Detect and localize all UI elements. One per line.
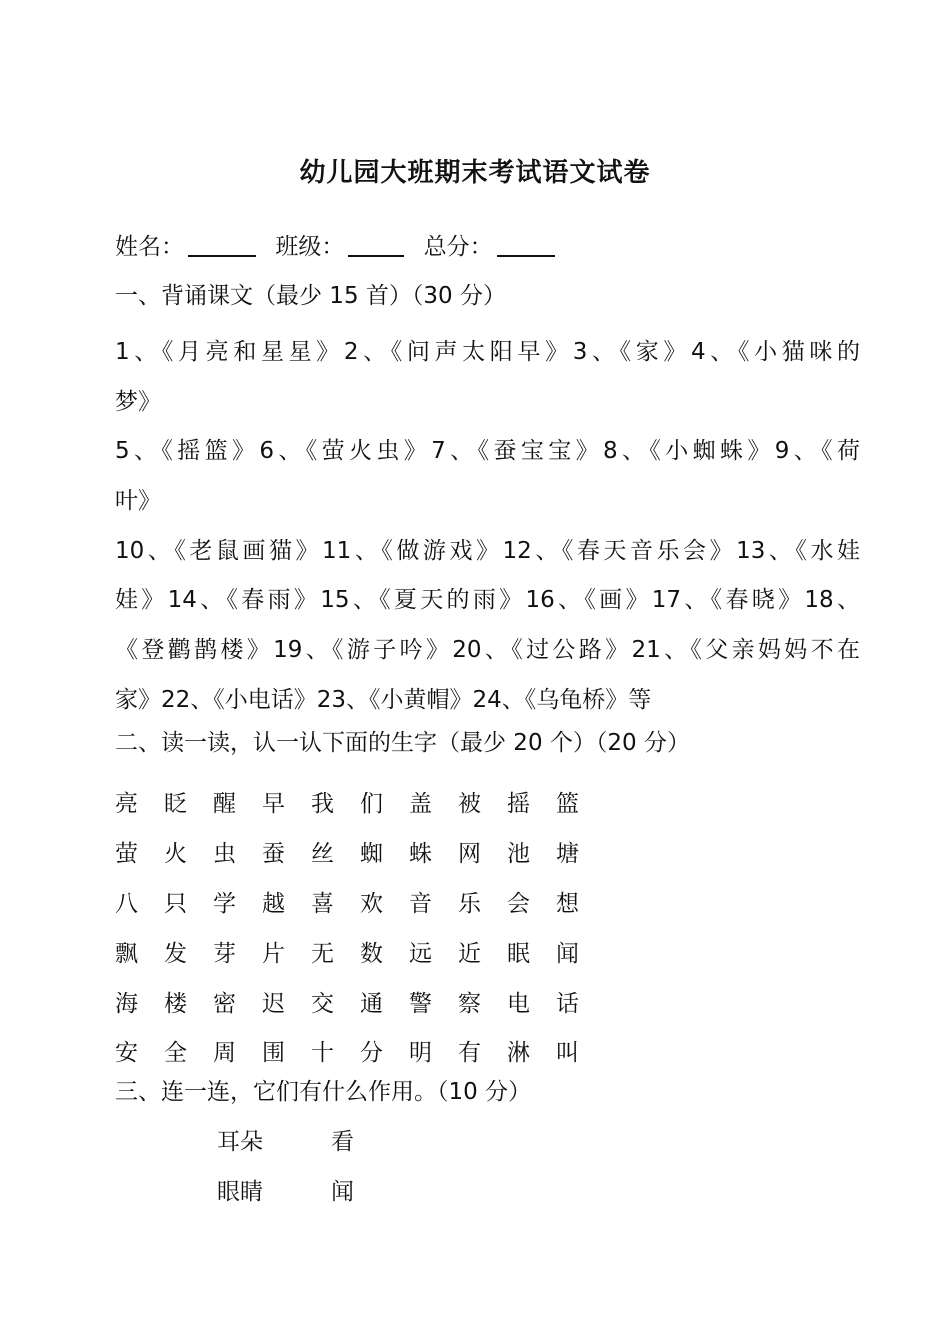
character: 警	[409, 990, 432, 1017]
character: 眨	[164, 791, 187, 818]
character: 早	[262, 791, 285, 818]
character: 我	[311, 791, 334, 818]
poem-line: 5、《摇篮》6、《萤火虫》7、《蚕宝宝》8、《小蜘蛛》9、《荷	[115, 438, 860, 465]
character-row	[115, 877, 605, 927]
character: 迟	[262, 990, 285, 1017]
character: 乐	[458, 890, 481, 917]
character: 察	[458, 990, 481, 1017]
character: 芽	[213, 940, 236, 967]
character: 盖	[409, 791, 432, 818]
character: 丝	[311, 841, 334, 868]
character-row	[115, 1026, 605, 1076]
poem-line: 娃》14、《春雨》15、《夏天的雨》16、《画》17、《春晓》18、	[115, 587, 860, 614]
character: 无	[311, 940, 334, 967]
score-label: 总分：	[423, 234, 493, 260]
character: 被	[458, 791, 481, 818]
class-label: 班级：	[275, 234, 345, 260]
section2-heading: 二、读一读，认一认下面的生字（最少 20 个）（20 分）	[115, 730, 690, 756]
character: 海	[115, 990, 138, 1017]
character: 八	[115, 890, 138, 917]
character: 蜘	[360, 841, 383, 868]
character: 围	[262, 1040, 285, 1067]
character: 萤	[115, 841, 138, 868]
character-row	[115, 926, 605, 976]
character: 闻	[556, 940, 579, 967]
character-row	[115, 827, 605, 877]
character: 池	[507, 841, 530, 868]
character: 只	[164, 890, 187, 917]
character: 楼	[164, 990, 187, 1017]
character: 近	[458, 940, 481, 967]
character: 想	[556, 890, 579, 917]
poem-line: 《登鹳鹊楼》19、《游子吟》20、《过公路》21、《父亲妈妈不在	[115, 637, 860, 664]
character: 话	[556, 990, 579, 1017]
character: 十	[311, 1040, 334, 1067]
character: 飘	[115, 940, 138, 967]
student-info-row	[115, 232, 567, 262]
character: 喜	[311, 890, 334, 917]
character: 周	[213, 1040, 236, 1067]
character: 会	[507, 890, 530, 917]
section1-heading: 一、背诵课文（最少 15 首）（30 分）	[115, 283, 506, 309]
character: 越	[262, 890, 285, 917]
character-row	[115, 976, 605, 1026]
character-grid	[115, 777, 605, 1076]
poem-line: 10、《老鼠画猫》11、《做游戏》12、《春天音乐会》13、《水娃	[115, 537, 860, 564]
match-right-item: 闻	[331, 1179, 354, 1205]
character: 分	[360, 1040, 383, 1067]
character: 亮	[115, 791, 138, 818]
character: 淋	[507, 1040, 530, 1067]
character: 学	[213, 890, 236, 917]
match-right-item: 看	[331, 1129, 354, 1155]
character: 数	[360, 940, 383, 967]
character: 眠	[507, 940, 530, 967]
character: 交	[311, 990, 334, 1017]
character: 明	[409, 1040, 432, 1067]
score-blank	[497, 233, 555, 257]
character: 远	[409, 940, 432, 967]
class-blank	[348, 233, 404, 257]
match-left-item: 耳朵	[217, 1129, 263, 1155]
character: 塘	[556, 841, 579, 868]
section3-heading: 三、连一连，它们有什么作用。（10 分）	[115, 1079, 532, 1105]
character: 叫	[556, 1040, 579, 1067]
character-row	[115, 777, 605, 827]
poem-line: 1、《月亮和星星》2、《问声太阳早》3、《家》4、《小猫咪的	[115, 339, 860, 365]
character: 欢	[360, 890, 383, 917]
character: 电	[507, 990, 530, 1017]
character: 篮	[556, 791, 579, 818]
page-title: 幼儿园大班期末考试语文试卷	[299, 158, 651, 188]
character: 密	[213, 990, 236, 1017]
character: 安	[115, 1040, 138, 1067]
character: 虫	[213, 841, 236, 868]
character: 全	[164, 1040, 187, 1067]
character: 音	[409, 890, 432, 917]
poem-list	[115, 328, 860, 726]
poem-line: 叶》	[115, 488, 161, 515]
character: 有	[458, 1040, 481, 1067]
character: 蛛	[409, 841, 432, 868]
character: 火	[164, 841, 187, 868]
match-left-item: 眼睛	[217, 1179, 263, 1205]
character: 醒	[213, 791, 236, 818]
character: 摇	[507, 791, 530, 818]
character: 网	[458, 841, 481, 868]
character: 们	[360, 791, 383, 818]
name-label: 姓名：	[115, 234, 184, 260]
character: 片	[262, 940, 285, 967]
poem-line: 家》22、《小电话》23、《小黄帽》24、《乌龟桥》等	[115, 686, 652, 713]
character: 蚕	[262, 841, 285, 868]
name-blank	[188, 233, 256, 257]
character: 发	[164, 940, 187, 967]
poem-line: 梦》	[115, 388, 161, 415]
character: 通	[360, 990, 383, 1017]
